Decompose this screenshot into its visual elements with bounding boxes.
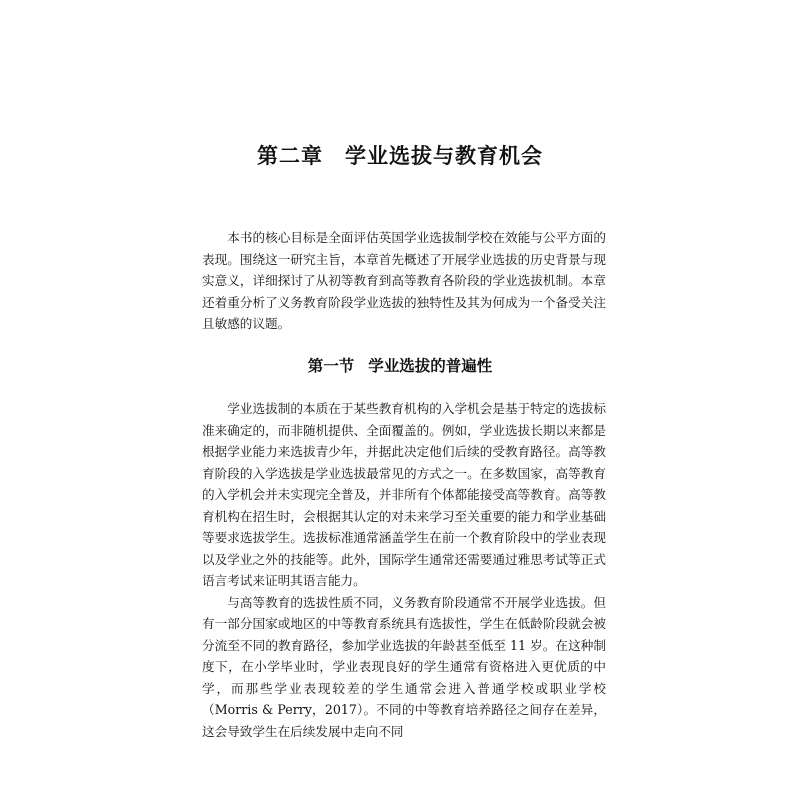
body-paragraph: 与高等教育的选拔性质不同，义务教育阶段通常不开展学业选拔。但有一部分国家或地区的中等教育系统具有选拔性，学生在低龄阶段就会被分流至不同的教育路径，参加学业选拔的年龄甚至低至 11 岁。在这种制度下，在小学毕业时，学业表现良好的学生通常有资格进入更优质的中学，而那些学业表现较差的学生通常会进入普通学校或职业学校（Morris & Perry，2017）。不同的中等教育培养路径之间存在差异，这会导致学生在后续发展中走向不同 bbox=[202, 594, 606, 739]
intro-paragraph: 本书的核心目标是全面评估英国学业选拔制学校在效能与公平方面的表现。围绕这一研究主旨，本章首先概述了开展学业选拔的历史背景与现实意义，详细探讨了从初等教育到高等教育各阶段的学业选拔机制。本章还着重分析了义务教育阶段学业选拔的独特性及其为何成为一个备受关注且敏感的议题。 bbox=[202, 230, 606, 331]
section-number: 第一节 bbox=[307, 357, 355, 375]
section-title bbox=[0, 354, 800, 376]
chapter-number: 第二章 bbox=[257, 144, 323, 168]
chapter-title bbox=[0, 140, 800, 170]
section-title-text: 学业选拔的普遍性 bbox=[368, 357, 493, 375]
intro-block bbox=[202, 227, 606, 335]
section-body bbox=[202, 398, 606, 742]
body-paragraph: 学业选拔制的本质在于某些教育机构的入学机会是基于特定的选拔标准来确定的，而非随机提供、全面覆盖的。例如，学业选拔长期以来都是根据学业能力来选拔青少年，并据此决定他们后续的受教育路径。高等教育阶段的入学选拔是学业选拔最常见的方式之一。在多数国家，高等教育的入学机会并未实现完全普及，并非所有个体都能接受高等教育。高等教育机构在招生时，会根据其认定的对未来学习至关重要的能力和学业基础等要求选拔学生。选拔标准通常涵盖学生在前一个教育阶段中的学业表现以及学业之外的技能等。此外，国际学生通常还需要通过雅思考试等正式语言考试来证明其语言能力。 bbox=[202, 401, 606, 588]
chapter-title-text: 学业选拔与教育机会 bbox=[345, 144, 543, 168]
